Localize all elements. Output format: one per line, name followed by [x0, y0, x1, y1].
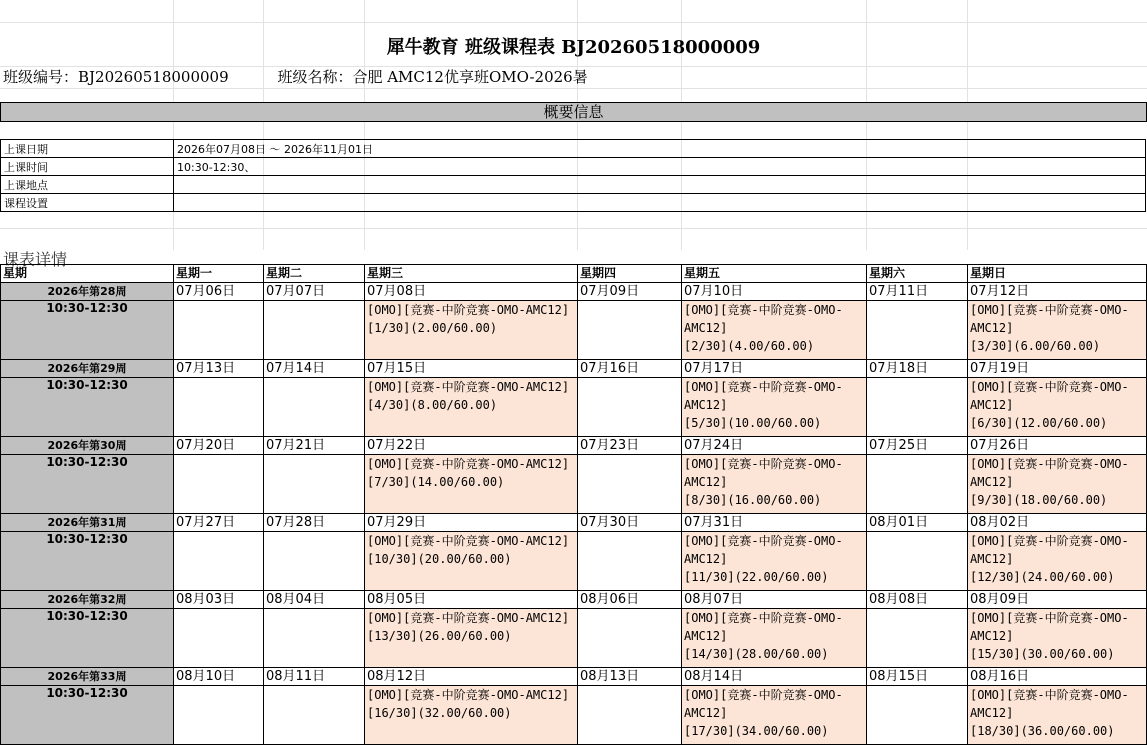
course-row — [1, 301, 1147, 360]
course-cell[interactable] — [968, 378, 1147, 437]
date-cell: 07月07日 — [264, 283, 365, 301]
date-cell: 07月06日 — [174, 283, 264, 301]
date-cell: 07月10日 — [682, 283, 867, 301]
course-name: [OMO][竞赛-中阶竞赛-OMO-AMC12] — [970, 303, 1129, 335]
course-progress: [5/30](10.00/60.00) — [684, 416, 822, 430]
course-name: [OMO][竞赛-中阶竞赛-OMO-AMC12] — [367, 611, 570, 625]
course-progress: [16/30](32.00/60.00) — [367, 706, 512, 720]
course-cell[interactable] — [968, 609, 1147, 668]
course-cell[interactable] — [968, 455, 1147, 514]
date-cell: 08月14日 — [682, 668, 867, 686]
date-cell: 08月03日 — [174, 591, 264, 609]
course-name: [OMO][竞赛-中阶竞赛-OMO-AMC12] — [684, 457, 843, 489]
date-cell: 07月28日 — [264, 514, 365, 532]
empty-cell — [264, 301, 365, 360]
course-progress: [3/30](6.00/60.00) — [970, 339, 1101, 353]
date-cell: 07月31日 — [682, 514, 867, 532]
empty-cell — [174, 378, 264, 437]
grid-line — [0, 228, 1147, 229]
empty-cell — [578, 686, 682, 745]
course-progress: [17/30](34.00/60.00) — [684, 724, 829, 738]
date-cell: 07月21日 — [264, 437, 365, 455]
course-cell[interactable] — [365, 686, 578, 745]
course-progress: [11/30](22.00/60.00) — [684, 570, 829, 584]
info-label: 上课时间 — [1, 158, 174, 176]
empty-cell — [867, 455, 968, 514]
course-cell[interactable] — [682, 378, 867, 437]
empty-cell — [174, 301, 264, 360]
course-cell[interactable] — [968, 301, 1147, 360]
weekday-header: 星期一 — [174, 265, 264, 283]
date-cell: 07月09日 — [578, 283, 682, 301]
weekday-header: 星期二 — [264, 265, 365, 283]
time-slot: 10:30-12:30 — [1, 532, 174, 591]
date-cell: 07月12日 — [968, 283, 1147, 301]
empty-cell — [867, 609, 968, 668]
time-slot: 10:30-12:30 — [1, 686, 174, 745]
empty-cell — [174, 455, 264, 514]
course-name: [OMO][竞赛-中阶竞赛-OMO-AMC12] — [684, 534, 843, 566]
course-name: [OMO][竞赛-中阶竞赛-OMO-AMC12] — [684, 688, 843, 720]
date-cell: 08月09日 — [968, 591, 1147, 609]
date-cell: 08月10日 — [174, 668, 264, 686]
week-label: 2026年第32周 — [1, 591, 174, 609]
weekday-header: 星期 — [1, 265, 174, 283]
time-slot: 10:30-12:30 — [1, 378, 174, 437]
class-info — [3, 66, 632, 88]
course-progress: [14/30](28.00/60.00) — [684, 647, 829, 661]
course-cell[interactable] — [365, 532, 578, 591]
date-cell: 08月06日 — [578, 591, 682, 609]
course-name: [OMO][竞赛-中阶竞赛-OMO-AMC12] — [970, 688, 1129, 720]
course-cell[interactable] — [968, 686, 1147, 745]
course-name: [OMO][竞赛-中阶竞赛-OMO-AMC12] — [970, 534, 1129, 566]
schedule-table — [0, 264, 1147, 745]
week-row — [1, 283, 1147, 301]
week-label: 2026年第29周 — [1, 360, 174, 378]
date-cell: 07月15日 — [365, 360, 578, 378]
course-row — [1, 532, 1147, 591]
empty-cell — [264, 532, 365, 591]
date-cell: 08月16日 — [968, 668, 1147, 686]
course-row — [1, 609, 1147, 668]
week-label: 2026年第31周 — [1, 514, 174, 532]
date-cell: 08月12日 — [365, 668, 578, 686]
weekday-header: 星期三 — [365, 265, 578, 283]
course-cell[interactable] — [682, 609, 867, 668]
info-value — [174, 176, 1146, 194]
date-cell: 07月24日 — [682, 437, 867, 455]
date-cell: 07月23日 — [578, 437, 682, 455]
course-cell[interactable] — [968, 532, 1147, 591]
date-cell: 07月27日 — [174, 514, 264, 532]
course-cell[interactable] — [682, 455, 867, 514]
weekday-header: 星期五 — [682, 265, 867, 283]
week-row — [1, 591, 1147, 609]
date-cell: 07月26日 — [968, 437, 1147, 455]
empty-cell — [264, 609, 365, 668]
course-cell[interactable] — [682, 301, 867, 360]
weekday-header: 星期六 — [867, 265, 968, 283]
date-cell: 07月08日 — [365, 283, 578, 301]
course-row — [1, 378, 1147, 437]
date-cell: 07月20日 — [174, 437, 264, 455]
course-name: [OMO][竞赛-中阶竞赛-OMO-AMC12] — [367, 303, 570, 317]
time-slot: 10:30-12:30 — [1, 301, 174, 360]
grid-line — [0, 22, 1147, 23]
course-name: [OMO][竞赛-中阶竞赛-OMO-AMC12] — [684, 380, 843, 412]
date-cell: 07月19日 — [968, 360, 1147, 378]
date-cell: 08月15日 — [867, 668, 968, 686]
course-progress: [7/30](14.00/60.00) — [367, 475, 505, 489]
course-progress: [1/30](2.00/60.00) — [367, 321, 498, 335]
date-cell: 07月18日 — [867, 360, 968, 378]
course-progress: [15/30](30.00/60.00) — [970, 647, 1115, 661]
empty-cell — [578, 609, 682, 668]
empty-cell — [578, 532, 682, 591]
empty-cell — [867, 686, 968, 745]
course-cell[interactable] — [682, 686, 867, 745]
course-cell[interactable] — [682, 532, 867, 591]
empty-cell — [578, 378, 682, 437]
date-cell: 07月22日 — [365, 437, 578, 455]
empty-cell — [867, 301, 968, 360]
course-name: [OMO][竞赛-中阶竞赛-OMO-AMC12] — [970, 611, 1129, 643]
course-progress: [2/30](4.00/60.00) — [684, 339, 815, 353]
empty-cell — [578, 455, 682, 514]
course-cell[interactable] — [365, 455, 578, 514]
course-name: [OMO][竞赛-中阶竞赛-OMO-AMC12] — [367, 380, 570, 394]
date-cell: 07月16日 — [578, 360, 682, 378]
summary-header: 概要信息 — [0, 102, 1147, 122]
week-row — [1, 360, 1147, 378]
info-label: 课程设置 — [1, 194, 174, 212]
course-row — [1, 686, 1147, 745]
schedule-detail-label: 课表详情 — [3, 250, 68, 269]
empty-cell — [264, 455, 365, 514]
empty-cell — [174, 609, 264, 668]
info-value: 2026年07月08日 ～ 2026年11月01日 — [174, 140, 1146, 158]
empty-cell — [174, 686, 264, 745]
date-cell: 07月13日 — [174, 360, 264, 378]
empty-cell — [578, 301, 682, 360]
weekday-header: 星期四 — [578, 265, 682, 283]
course-name: [OMO][竞赛-中阶竞赛-OMO-AMC12] — [684, 611, 843, 643]
course-progress: [9/30](18.00/60.00) — [970, 493, 1108, 507]
info-value — [174, 194, 1146, 212]
time-slot: 10:30-12:30 — [1, 455, 174, 514]
date-cell: 08月05日 — [365, 591, 578, 609]
course-progress: [4/30](8.00/60.00) — [367, 398, 498, 412]
week-label: 2026年第28周 — [1, 283, 174, 301]
course-progress: [8/30](16.00/60.00) — [684, 493, 822, 507]
page-title: 犀牛教育 班级课程表 BJ20260518000009 — [386, 37, 761, 58]
class-number: 班级编号：BJ20260518000009 — [3, 68, 229, 86]
time-slot: 10:30-12:30 — [1, 609, 174, 668]
info-row — [1, 176, 1146, 194]
date-cell: 08月04日 — [264, 591, 365, 609]
date-cell: 07月25日 — [867, 437, 968, 455]
date-cell: 08月01日 — [867, 514, 968, 532]
info-label: 上课日期 — [1, 140, 174, 158]
empty-cell — [174, 532, 264, 591]
course-name: [OMO][竞赛-中阶竞赛-OMO-AMC12] — [970, 380, 1129, 412]
info-row — [1, 194, 1146, 212]
course-name: [OMO][竞赛-中阶竞赛-OMO-AMC12] — [684, 303, 843, 335]
info-row — [1, 158, 1146, 176]
week-row — [1, 514, 1147, 532]
course-name: [OMO][竞赛-中阶竞赛-OMO-AMC12] — [367, 688, 570, 702]
info-value: 10:30-12:30、 — [174, 158, 1146, 176]
course-name: [OMO][竞赛-中阶竞赛-OMO-AMC12] — [367, 457, 570, 471]
date-cell: 07月29日 — [365, 514, 578, 532]
course-progress: [18/30](36.00/60.00) — [970, 724, 1115, 738]
week-label: 2026年第30周 — [1, 437, 174, 455]
empty-cell — [867, 532, 968, 591]
weekday-header: 星期日 — [968, 265, 1147, 283]
date-cell: 08月08日 — [867, 591, 968, 609]
date-cell: 07月14日 — [264, 360, 365, 378]
date-cell: 08月13日 — [578, 668, 682, 686]
week-label: 2026年第33周 — [1, 668, 174, 686]
course-row — [1, 455, 1147, 514]
course-name: [OMO][竞赛-中阶竞赛-OMO-AMC12] — [367, 534, 570, 548]
week-row — [1, 668, 1147, 686]
date-cell: 08月07日 — [682, 591, 867, 609]
course-cell[interactable] — [365, 378, 578, 437]
date-cell: 07月30日 — [578, 514, 682, 532]
course-progress: [13/30](26.00/60.00) — [367, 629, 512, 643]
week-row — [1, 437, 1147, 455]
empty-cell — [264, 686, 365, 745]
class-name: 班级名称：合肥 AMC12优享班OMO-2026暑 — [277, 68, 588, 86]
empty-cell — [867, 378, 968, 437]
course-progress: [12/30](24.00/60.00) — [970, 570, 1115, 584]
summary-table — [0, 139, 1146, 212]
info-label: 上课地点 — [1, 176, 174, 194]
date-cell: 08月02日 — [968, 514, 1147, 532]
course-progress: [6/30](12.00/60.00) — [970, 416, 1108, 430]
grid-line — [0, 88, 1147, 89]
empty-cell — [264, 378, 365, 437]
course-cell[interactable] — [365, 301, 578, 360]
date-cell: 08月11日 — [264, 668, 365, 686]
schedule-header-row — [1, 265, 1147, 283]
course-progress: [10/30](20.00/60.00) — [367, 552, 512, 566]
date-cell: 07月11日 — [867, 283, 968, 301]
course-name: [OMO][竞赛-中阶竞赛-OMO-AMC12] — [970, 457, 1129, 489]
date-cell: 07月17日 — [682, 360, 867, 378]
info-row — [1, 140, 1146, 158]
course-cell[interactable] — [365, 609, 578, 668]
